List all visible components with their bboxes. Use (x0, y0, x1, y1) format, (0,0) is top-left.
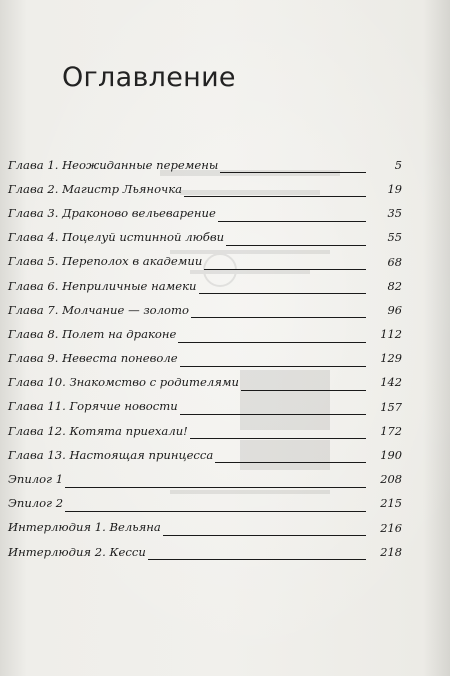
toc-leader-line (204, 269, 366, 270)
toc-entry-title: Интерлюдия 2. Кесси (8, 544, 146, 559)
toc-entry-title: Глава 6. Неприличные намеки (8, 278, 197, 293)
toc-entry (8, 174, 402, 198)
toc-page-number: 216 (380, 520, 402, 535)
toc-entry (8, 198, 402, 222)
table-of-contents (8, 150, 402, 561)
toc-entry-title: Глава 8. Полет на драконе (8, 326, 177, 341)
toc-page-number: 208 (380, 472, 402, 487)
toc-leader-line (220, 172, 366, 173)
toc-page-number: 68 (387, 254, 402, 269)
toc-entry-title: Глава 10. Знакомство с родителями (8, 375, 240, 390)
toc-leader-line (184, 196, 366, 197)
toc-entry (8, 319, 402, 343)
toc-page-number: 129 (380, 351, 402, 366)
toc-page-number: 215 (380, 496, 402, 511)
toc-entry (8, 537, 402, 561)
toc-entry-title: Глава 9. Невеста поневоле (8, 351, 178, 366)
toc-entry (8, 150, 402, 174)
toc-entry-title: Глава 3. Драконово вельеварение (8, 205, 216, 220)
toc-entry-title: Глава 13. Настоящая принцесса (8, 447, 214, 462)
toc-leader-line (190, 438, 366, 439)
toc-entry (8, 464, 402, 488)
toc-page-number: 112 (380, 327, 402, 342)
toc-entry-title: Глава 12. Котята приехали! (8, 423, 188, 438)
toc-entry (8, 223, 402, 247)
toc-entry-title: Интерлюдия 1. Вельяна (8, 520, 161, 535)
toc-leader-line (180, 414, 366, 415)
toc-entry-title: Глава 11. Горячие новости (8, 399, 178, 414)
toc-entry (8, 489, 402, 513)
toc-leader-line (191, 317, 366, 318)
toc-entry-title: Эпилог 1 (8, 472, 64, 487)
toc-entry (8, 295, 402, 319)
page-title: Оглавление (62, 62, 236, 93)
toc-page-number: 157 (380, 399, 402, 414)
toc-page-number: 190 (380, 448, 402, 463)
toc-page-number: 82 (387, 278, 402, 293)
toc-entry (8, 416, 402, 440)
toc-entry-title: Глава 5. Переполох в академии (8, 254, 203, 269)
toc-page-number: 5 (394, 157, 402, 172)
toc-leader-line (65, 511, 366, 512)
toc-leader-line (218, 221, 366, 222)
toc-leader-line (148, 559, 366, 560)
toc-leader-line (215, 462, 366, 463)
toc-entry-title: Эпилог 2 (8, 496, 64, 511)
toc-leader-line (65, 487, 366, 488)
toc-leader-line (178, 342, 366, 343)
toc-entry (8, 392, 402, 416)
toc-page-number: 55 (387, 230, 402, 245)
toc-leader-line (163, 535, 366, 536)
toc-leader-line (180, 366, 366, 367)
toc-entry (8, 247, 402, 271)
toc-entry (8, 368, 402, 392)
toc-entry-title: Глава 2. Магистр Льяночка (8, 181, 183, 196)
toc-entry (8, 440, 402, 464)
toc-leader-line (241, 390, 366, 391)
toc-page-number: 218 (380, 544, 402, 559)
toc-entry (8, 271, 402, 295)
toc-page-number: 142 (380, 375, 402, 390)
toc-entry-title: Глава 7. Молчание — золото (8, 302, 189, 317)
toc-leader-line (226, 245, 366, 246)
toc-page-number: 96 (387, 302, 402, 317)
toc-leader-line (199, 293, 367, 294)
toc-entry-title: Глава 1. Неожиданные перемены (8, 157, 219, 172)
toc-entry-title: Глава 4. Поцелуй истинной любви (8, 230, 225, 245)
toc-page-number: 172 (380, 423, 402, 438)
toc-entry (8, 344, 402, 368)
toc-page-number: 35 (387, 206, 402, 221)
toc-entry (8, 513, 402, 537)
toc-page-number: 19 (387, 181, 402, 196)
